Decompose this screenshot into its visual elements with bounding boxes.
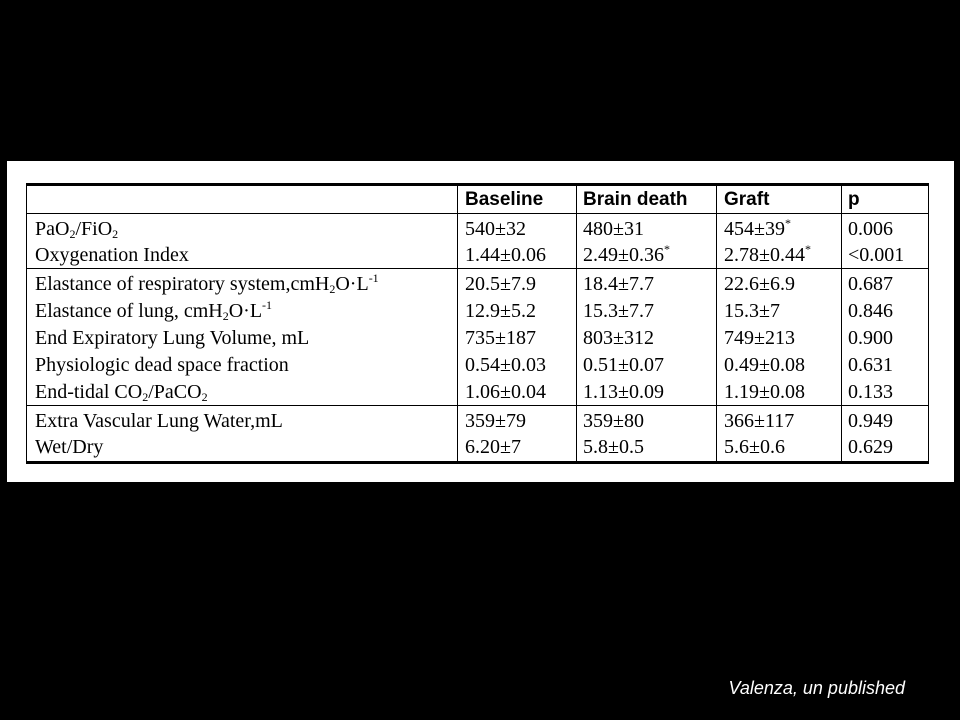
- cell-brain-death: 803±312: [583, 327, 654, 349]
- cell-baseline: 20.5±7.9: [465, 273, 536, 295]
- source-caption: Valenza, un published: [728, 678, 905, 698]
- row-label: Elastance of lung, $cmH_2O\cdot L^{-1}$: [35, 298, 273, 323]
- column-divider: [841, 186, 842, 461]
- row-label: Wet/Dry: [35, 436, 104, 458]
- cell-p: 0.687: [848, 273, 893, 295]
- cell-baseline: 12.9±5.2: [465, 300, 536, 322]
- table-header-rule: [26, 213, 929, 214]
- cell-graft: 749±213: [724, 327, 795, 349]
- cell-p: 0.949: [848, 410, 893, 432]
- cell-graft: 454±39*: [724, 216, 791, 240]
- table-group-rule-1: [26, 268, 929, 269]
- column-divider: [457, 186, 458, 461]
- cell-baseline: 0.54±0.03: [465, 354, 546, 376]
- cell-brain-death: 2.49±0.36*: [583, 242, 670, 266]
- column-divider: [576, 186, 577, 461]
- row-label: Extra Vascular Lung Water,mL: [35, 410, 283, 432]
- cell-graft: 15.3±7: [724, 300, 780, 322]
- cell-p: 0.846: [848, 300, 893, 322]
- table-border-right: [928, 186, 929, 461]
- cell-p: 0.631: [848, 354, 893, 376]
- cell-p: 0.006: [848, 218, 893, 240]
- cell-graft: 1.19±0.08: [724, 381, 805, 403]
- header-brain-death: Brain death: [583, 189, 688, 210]
- cell-brain-death: 0.51±0.07: [583, 354, 664, 376]
- cell-graft: 22.6±6.9: [724, 273, 795, 295]
- header-p: p: [848, 189, 860, 210]
- cell-graft: 5.6±0.6: [724, 436, 785, 458]
- cell-p: <0.001: [848, 244, 905, 266]
- table-panel: [7, 161, 954, 482]
- cell-brain-death: 480±31: [583, 218, 644, 240]
- cell-p: 0.133: [848, 381, 893, 403]
- table-bottom-rule: [26, 461, 929, 464]
- cell-baseline: 1.44±0.06: [465, 244, 546, 266]
- cell-graft: 366±117: [724, 410, 795, 432]
- cell-baseline: 735±187: [465, 327, 536, 349]
- table-top-rule: [26, 183, 929, 186]
- cell-brain-death: 5.8±0.5: [583, 436, 644, 458]
- table-border-left: [26, 186, 27, 461]
- cell-brain-death: 15.3±7.7: [583, 300, 654, 322]
- cell-brain-death: 1.13±0.09: [583, 381, 664, 403]
- cell-graft: 0.49±0.08: [724, 354, 805, 376]
- cell-brain-death: 359±80: [583, 410, 644, 432]
- row-label: PaO$_2$/FiO$_2$: [35, 218, 119, 241]
- header-baseline: Baseline: [465, 189, 544, 210]
- row-label: End Expiratory Lung Volume, mL: [35, 327, 310, 349]
- cell-p: 0.629: [848, 436, 893, 458]
- cell-baseline: 359±79: [465, 410, 526, 432]
- header-graft: Graft: [724, 189, 770, 210]
- cell-baseline: 1.06±0.04: [465, 381, 546, 403]
- cell-brain-death: 18.4±7.7: [583, 273, 654, 295]
- cell-baseline: 6.20±7: [465, 436, 521, 458]
- cell-baseline: 540±32: [465, 218, 526, 240]
- table-group-rule-2: [26, 405, 929, 406]
- row-label: Physiologic dead space fraction: [35, 354, 289, 376]
- cell-p: 0.900: [848, 327, 893, 349]
- row-label: Elastance of respiratory $system,cmH_2O\cdot L^{-1}$: [35, 271, 379, 296]
- cell-graft: 2.78±0.44*: [724, 242, 811, 266]
- row-label: Oxygenation Index: [35, 244, 189, 266]
- row-label: End-tidal $CO_2/PaCO_2$: [35, 381, 208, 404]
- column-divider: [716, 186, 717, 461]
